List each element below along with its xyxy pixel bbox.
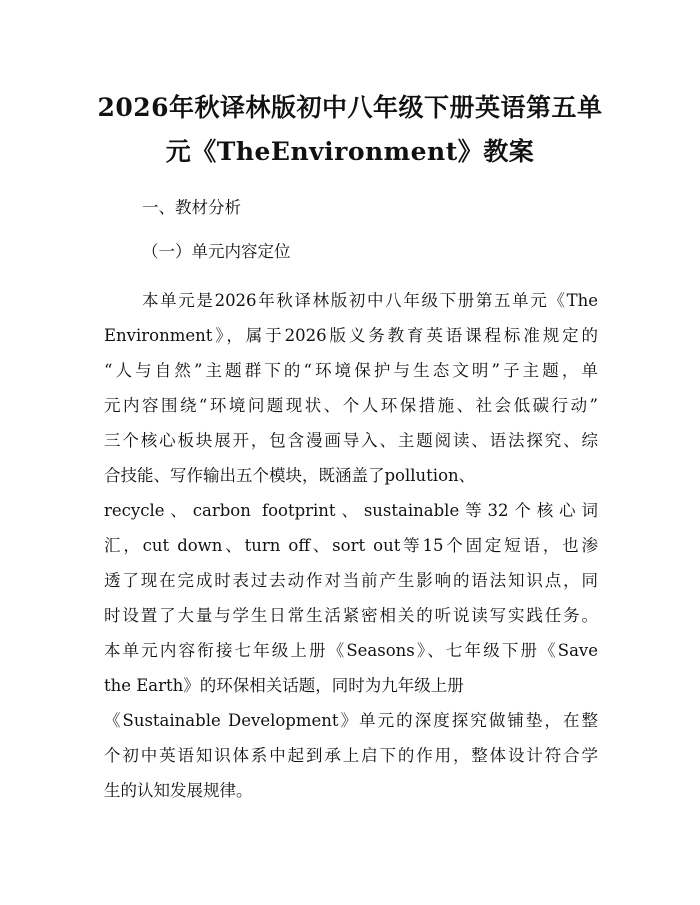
paragraph-line: 本单元内容衔接七年级上册《Seasons》、七年级下册《Save [104,641,598,660]
document-title-line-2: 元《TheEnvironment》教案 [165,137,535,166]
paragraph-line: recycle、carbon footprint、sustainable等32个核心词 [104,501,598,520]
paragraph-line: Environment》，属于2026版义务教育英语课程标准规定的 [104,326,598,345]
paragraph-line: 透了现在完成时表过去动作对当前产生影响的语法知识点，同 [104,571,598,590]
paragraph-line: 元内容围绕“环境问题现状、个人环保措施、社会低碳行动” [104,396,598,415]
section-heading: 一、教材分析 [142,198,241,217]
paragraph-line: 三个核心板块展开，包含漫画导入、主题阅读、语法探究、综 [104,431,598,450]
document-title-line-1: 2026年秋译林版初中八年级下册英语第五单 [97,93,603,122]
paragraph-line: the Earth》的环保相关话题，同时为九年级上册 [104,676,464,695]
paragraph-line: 合技能、写作输出五个模块，既涵盖了pollution、 [104,466,476,485]
paragraph-line: 时设置了大量与学生日常生活紧密相关的听说读写实践任务。 [104,606,598,625]
subsection-heading: （一）单元内容定位 [142,242,291,261]
paragraph-line: 汇，cut down、turn off、sort out等15个固定短语，也渗 [104,536,598,555]
paragraph-line: “人与自然”主题群下的“环境保护与生态文明”子主题，单 [104,361,598,380]
paragraph-line: 生的认知发展规律。 [104,781,253,800]
paragraph-line: 个初中英语知识体系中起到承上启下的作用，整体设计符合学 [104,746,598,765]
paragraph-line: 《Sustainable Development》单元的深度探究做铺垫，在整 [104,711,598,730]
paragraph-line: 本单元是2026年秋译林版初中八年级下册第五单元《The [142,291,598,310]
